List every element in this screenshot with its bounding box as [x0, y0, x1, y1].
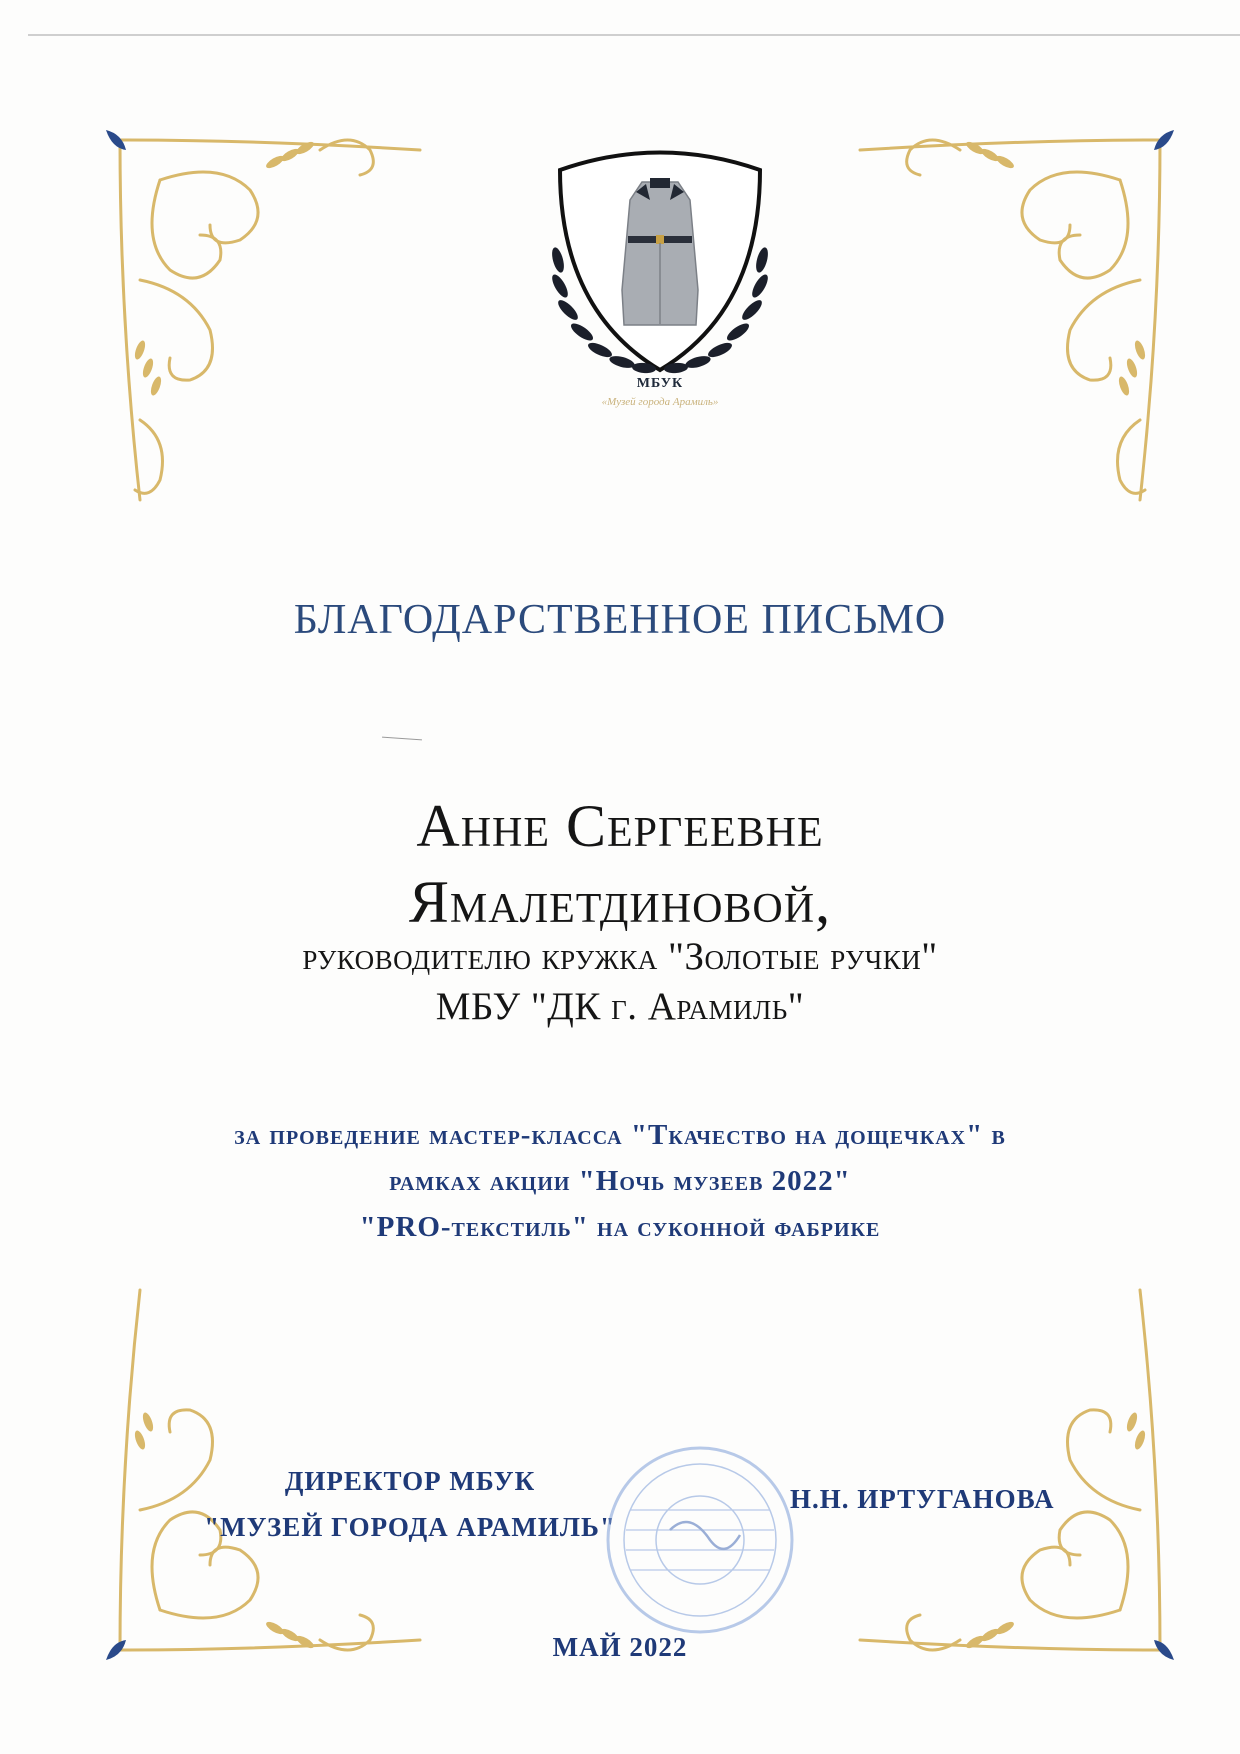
signer-position-line-2: "МУЗЕЙ ГОРОДА АРАМИЛЬ" — [204, 1512, 616, 1542]
signer-position — [180, 1458, 640, 1550]
document-title: БЛАГОДАРСТВЕННОЕ ПИСЬМО — [293, 597, 947, 643]
corner-ornament-top-right — [840, 120, 1180, 540]
ornament-flourish-icon — [100, 120, 440, 540]
reason-line-2: рамках акции "Ночь музеев 2022" — [389, 1165, 851, 1197]
reason-line-1: за проведение мастер-класса "Ткачество на дощечках" в — [234, 1119, 1006, 1151]
scan-stray-mark — [382, 737, 422, 741]
document-date: МАЙ 2022 — [552, 1632, 688, 1662]
round-seal-icon — [600, 1440, 800, 1640]
recipient-name-line-1: Анне Сергеевне — [416, 793, 824, 859]
reason-line-3: "PRO-текстиль" на суконной фабрике — [359, 1211, 881, 1243]
emblem-museum-name: «Музей города Арамиль» — [601, 396, 719, 408]
recipient-role — [0, 932, 1240, 1032]
recipient-role-line-1: руководителю кружка "Золотые ручки" — [302, 935, 938, 978]
emblem-abbreviation: МБУК — [636, 376, 684, 391]
signer-name: Н.Н. ИРТУГАНОВА — [790, 1484, 1055, 1514]
recipient-role-line-2: МБУ "ДК г. Арамиль" — [435, 985, 805, 1028]
corner-ornament-bottom-right — [840, 1250, 1180, 1670]
signer-position-line-1: ДИРЕКТОР МБУК — [284, 1466, 536, 1496]
ornament-flourish-icon — [840, 1250, 1180, 1670]
gratitude-reason — [0, 1112, 1240, 1250]
corner-ornament-top-left — [100, 120, 440, 540]
recipient-name-line-2: Ямалетдиновой, — [408, 869, 832, 935]
recipient-name — [0, 788, 1240, 940]
museum-emblem — [540, 140, 780, 430]
official-stamp — [600, 1440, 800, 1640]
scan-edge-line — [28, 34, 1240, 36]
ornament-flourish-icon — [840, 120, 1180, 540]
